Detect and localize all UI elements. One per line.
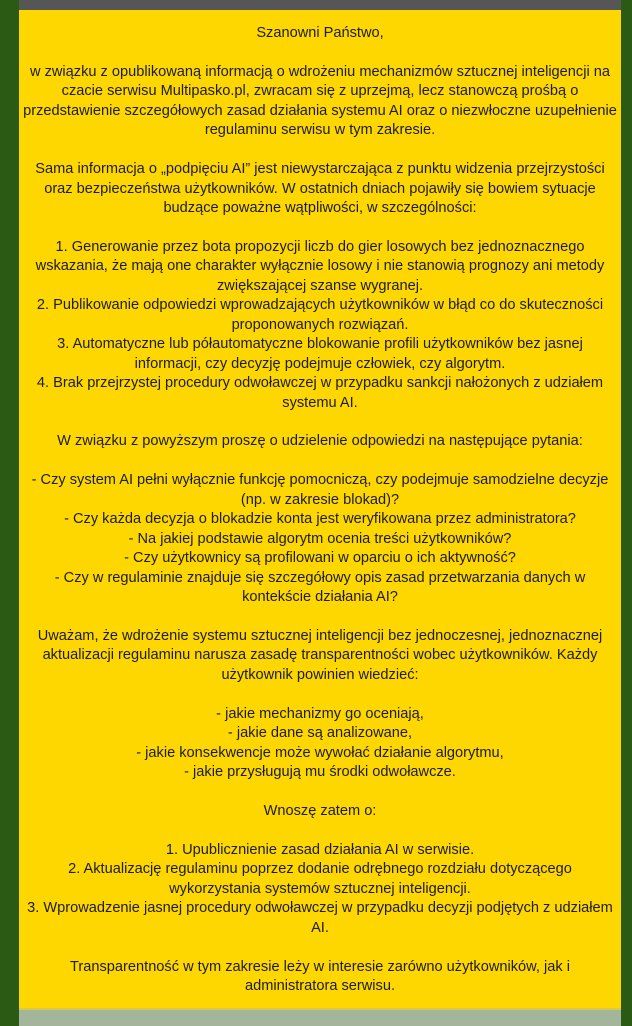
- questions-intro: W związku z powyższym proszę o udzielenie odpowiedzi na następujące pytania:: [57, 433, 583, 450]
- knowledge-item: - jakie mechanizmy go oceniają,: [216, 705, 424, 722]
- bottom-strip: [19, 1008, 621, 1026]
- message-body: [19, 10, 621, 1008]
- knowledge-item: - jakie przysługują mu środki odwoławcze.: [184, 764, 456, 781]
- concern-paragraph: Sama informacja o „podpięciu AI” jest niewystarczająca z punktu widzenia przejrzystości oraz bezpieczeństwa użytkowników. W ostatnich dniach pojawiły się bowiem sytuacje budzące poważne wątpliwości, w szczególności:: [35, 161, 605, 217]
- question-item: - Czy system AI pełni wyłącznie funkcję pomocniczą, czy podejmuje samodzielne decyzje (np. w zakresie blokad)?: [31, 472, 609, 508]
- question-item: - Czy każda decyzja o blokadzie konta jest weryfikowana przez administratora?: [64, 511, 576, 528]
- request-item: 2. Aktualizację regulaminu poprzez dodanie odrębnego rozdziału dotyczącego wykorzystania systemów sztucznej inteligencji.: [68, 861, 572, 897]
- requests-intro: Wnoszę zatem o:: [263, 803, 377, 819]
- request-item: 1. Upublicznienie zasad działania AI w serwisie.: [165, 841, 475, 858]
- question-item: - Czy użytkownicy są profilowani w oparciu o ich aktywność?: [124, 550, 516, 567]
- request-item: 3. Wprowadzenie jasnej procedury odwoławczej w przypadku decyzji podjętych z udziałem AI.: [27, 900, 613, 936]
- issue-item: 1. Generowanie przez bota propozycji liczb do gier losowych bez jednoznacznego wskazania, że mają one charakter wyłącznie losowy i nie stanowią prognozy ani metody zwiększającej szanse wygranej.: [35, 238, 605, 294]
- issue-item: 3. Automatyczne lub półautomatyczne blokowanie profili użytkowników bez jasnej informacji, czy decyzję podejmuje człowiek, czy algorytm.: [57, 336, 583, 372]
- intro-paragraph: w związku z opublikowaną informacją o wdrożeniu mechanizmów sztucznej inteligencji na czacie serwisu Multipasko.pl, zwracam się z uprzejmą, lecz stanowczą prośbą o przedstawienie szczegółowych zasad działania systemu AI oraz o niezwłoczne uzupełnienie regulaminu serwisu w tym zakresie.: [23, 63, 617, 139]
- right-gutter: [621, 0, 632, 1026]
- greeting: Szanowni Państwo,: [256, 25, 384, 41]
- opinion-paragraph: Uważam, że wdrożenie systemu sztucznej inteligencji bez jednoczesnej, jednoznacznej aktualizacji regulaminu narusza zasadę transparentności wobec użytkowników. Każdy użytkownik powinien wiedzieć:: [37, 627, 603, 683]
- question-item: - Na jakiej podstawie algorytm ocenia treści użytkowników?: [128, 530, 512, 547]
- issue-item: 4. Brak przejrzystej procedury odwoławczej w przypadku sankcji nałożonych z udziałem systemu AI.: [36, 375, 604, 411]
- knowledge-item: - jakie dane są analizowane,: [227, 725, 413, 742]
- issue-item: 2. Publikowanie odpowiedzi wprowadzających użytkowników w błąd co do skuteczności proponowanych rozwiązań.: [36, 297, 604, 333]
- closing-paragraph: Transparentność w tym zakresie leży w interesie zarówno użytkowników, jak i administratora serwisu.: [70, 958, 570, 995]
- knowledge-item: - jakie konsekwencje może wywołać działanie algorytmu,: [136, 744, 504, 761]
- question-item: - Czy w regulaminie znajduje się szczegółowy opis zasad przetwarzania danych w kontekście działania AI?: [54, 569, 586, 606]
- top-bar: [19, 0, 621, 10]
